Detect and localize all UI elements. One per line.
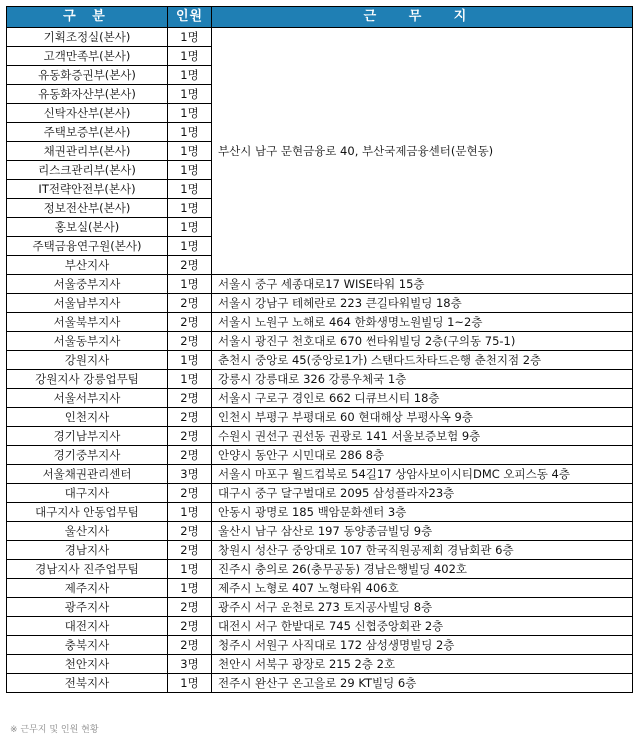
table-row <box>7 465 633 484</box>
count-cell: 3명 <box>168 655 212 674</box>
table-row <box>7 446 633 465</box>
table-row <box>7 674 633 693</box>
address-cell: 강릉시 강릉대로 326 강릉우체국 1층 <box>212 370 633 389</box>
footnote: ※ 근무지 및 인원 현황 <box>10 725 99 735</box>
address-cell: 전주시 완산구 온고을로 29 KT빌딩 6층 <box>212 674 633 693</box>
table-row <box>7 389 633 408</box>
dept-cell: 충북지사 <box>7 636 168 655</box>
table-row <box>7 636 633 655</box>
count-cell: 1명 <box>168 104 212 123</box>
address-cell: 서울시 광진구 천호대로 670 썬타워빌딩 2층(구의동 75-1) <box>212 332 633 351</box>
address-cell: 창원시 성산구 중앙대로 107 한국직원공제회 경남회관 6층 <box>212 541 633 560</box>
dept-cell: 서울동부지사 <box>7 332 168 351</box>
address-cell: 인천시 부평구 부평대로 60 현대해상 부평사옥 9층 <box>212 408 633 427</box>
address-cell: 서울시 중구 세종대로17 WISE타워 15층 <box>212 275 633 294</box>
table-row <box>7 655 633 674</box>
count-cell: 2명 <box>168 389 212 408</box>
count-cell: 1명 <box>168 674 212 693</box>
count-cell: 1명 <box>168 123 212 142</box>
count-cell: 2명 <box>168 636 212 655</box>
count-cell: 1명 <box>168 503 212 522</box>
table-row <box>7 313 633 332</box>
count-cell: 1명 <box>168 66 212 85</box>
count-cell: 1명 <box>168 237 212 256</box>
address-cell: 제주시 노형로 407 노형타워 406호 <box>212 579 633 598</box>
count-cell: 2명 <box>168 617 212 636</box>
dept-cell: 부산지사 <box>7 256 168 275</box>
count-cell: 1명 <box>168 85 212 104</box>
count-cell: 1명 <box>168 579 212 598</box>
dept-cell: 서울북부지사 <box>7 313 168 332</box>
dept-cell: 서울중부지사 <box>7 275 168 294</box>
table-row <box>7 294 633 313</box>
address-cell: 대구시 중구 달구벌대로 2095 삼성플라자23층 <box>212 484 633 503</box>
address-cell: 수원시 권선구 권선동 권광로 141 서울보증보험 9층 <box>212 427 633 446</box>
table-row <box>7 332 633 351</box>
count-cell: 1명 <box>168 199 212 218</box>
count-cell: 2명 <box>168 598 212 617</box>
dept-cell: 기획조정실(본사) <box>7 28 168 47</box>
address-cell: 천안시 서북구 광장로 215 2층 2호 <box>212 655 633 674</box>
dept-cell: 인천지사 <box>7 408 168 427</box>
count-cell: 1명 <box>168 351 212 370</box>
table-row <box>7 427 633 446</box>
count-cell: 1명 <box>168 275 212 294</box>
table-row <box>7 28 633 47</box>
dept-cell: 홍보실(본사) <box>7 218 168 237</box>
dept-cell: 고객만족부(본사) <box>7 47 168 66</box>
dept-cell: 채권관리부(본사) <box>7 142 168 161</box>
count-cell: 2명 <box>168 408 212 427</box>
count-cell: 1명 <box>168 560 212 579</box>
count-cell: 1명 <box>168 180 212 199</box>
table-row <box>7 522 633 541</box>
address-cell: 청주시 서원구 사직대로 172 삼성생명빌딩 2층 <box>212 636 633 655</box>
dept-cell: 대전지사 <box>7 617 168 636</box>
dept-cell: 경기중부지사 <box>7 446 168 465</box>
count-cell: 2명 <box>168 294 212 313</box>
count-cell: 1명 <box>168 47 212 66</box>
dept-cell: 강원지사 <box>7 351 168 370</box>
count-cell: 2명 <box>168 313 212 332</box>
count-cell: 2명 <box>168 522 212 541</box>
table-row <box>7 598 633 617</box>
dept-cell: 광주지사 <box>7 598 168 617</box>
dept-cell: 유동화증권부(본사) <box>7 66 168 85</box>
dept-cell: 경기남부지사 <box>7 427 168 446</box>
address-cell: 대전시 서구 한밭대로 745 신협중앙회관 2층 <box>212 617 633 636</box>
header-location: 근 무 지 <box>212 7 633 28</box>
dept-cell: 주택보증부(본사) <box>7 123 168 142</box>
count-cell: 1명 <box>168 28 212 47</box>
table-row <box>7 579 633 598</box>
count-cell: 1명 <box>168 161 212 180</box>
table-row <box>7 408 633 427</box>
dept-cell: 서울남부지사 <box>7 294 168 313</box>
count-cell: 2명 <box>168 484 212 503</box>
dept-cell: 서울채권관리센터 <box>7 465 168 484</box>
address-cell: 서울시 구로구 경인로 662 디큐브시티 18층 <box>212 389 633 408</box>
address-cell: 서울시 노원구 노해로 464 한화생명노원빌딩 1~2층 <box>212 313 633 332</box>
dept-cell: 리스크관리부(본사) <box>7 161 168 180</box>
address-cell: 진주시 충의로 26(충무공동) 경남은행빌딩 402호 <box>212 560 633 579</box>
dept-cell: IT전략안전부(본사) <box>7 180 168 199</box>
dept-cell: 서울서부지사 <box>7 389 168 408</box>
dept-cell: 천안지사 <box>7 655 168 674</box>
table-header-row <box>7 7 633 28</box>
count-cell: 1명 <box>168 218 212 237</box>
count-cell: 2명 <box>168 256 212 275</box>
count-cell: 2명 <box>168 332 212 351</box>
count-cell: 2명 <box>168 541 212 560</box>
dept-cell: 전북지사 <box>7 674 168 693</box>
dept-cell: 정보전산부(본사) <box>7 199 168 218</box>
address-cell: 춘천시 중앙로 45(중앙로1가) 스탠다드차타드은행 춘천지점 2층 <box>212 351 633 370</box>
table-row <box>7 503 633 522</box>
table-row <box>7 560 633 579</box>
count-cell: 3명 <box>168 465 212 484</box>
dept-cell: 경남지사 진주업무팀 <box>7 560 168 579</box>
count-cell: 2명 <box>168 427 212 446</box>
header-count: 인원 <box>168 7 212 28</box>
table-row <box>7 351 633 370</box>
dept-cell: 신탁자산부(본사) <box>7 104 168 123</box>
dept-cell: 강원지사 강릉업무팀 <box>7 370 168 389</box>
address-cell: 울산시 남구 삼산로 197 동양종금빌딩 9층 <box>212 522 633 541</box>
count-cell: 1명 <box>168 142 212 161</box>
address-cell: 서울시 강남구 테헤란로 223 큰길타워빌딩 18층 <box>212 294 633 313</box>
address-cell: 서울시 마포구 월드컵북로 54길17 상암사보이시티DMC 오피스동 4층 <box>212 465 633 484</box>
count-cell: 1명 <box>168 370 212 389</box>
dept-cell: 주택금융연구원(본사) <box>7 237 168 256</box>
header-dept: 구 분 <box>7 7 168 28</box>
table-body <box>7 28 633 693</box>
table-row <box>7 541 633 560</box>
hq-address-cell: 부산시 남구 문현금융로 40, 부산국제금융센터(문현동) <box>212 28 633 275</box>
dept-cell: 제주지사 <box>7 579 168 598</box>
table-row <box>7 484 633 503</box>
table-row <box>7 275 633 294</box>
table-row <box>7 370 633 389</box>
dept-cell: 대구지사 <box>7 484 168 503</box>
work-location-table <box>6 6 633 693</box>
table-row <box>7 617 633 636</box>
dept-cell: 유동화자산부(본사) <box>7 85 168 104</box>
address-cell: 광주시 서구 운천로 273 토지공사빌딩 8층 <box>212 598 633 617</box>
dept-cell: 대구지사 안동업무팀 <box>7 503 168 522</box>
address-cell: 안동시 광명로 185 백암문화센터 3층 <box>212 503 633 522</box>
dept-cell: 울산지사 <box>7 522 168 541</box>
dept-cell: 경남지사 <box>7 541 168 560</box>
count-cell: 2명 <box>168 446 212 465</box>
address-cell: 안양시 동안구 시민대로 286 8층 <box>212 446 633 465</box>
